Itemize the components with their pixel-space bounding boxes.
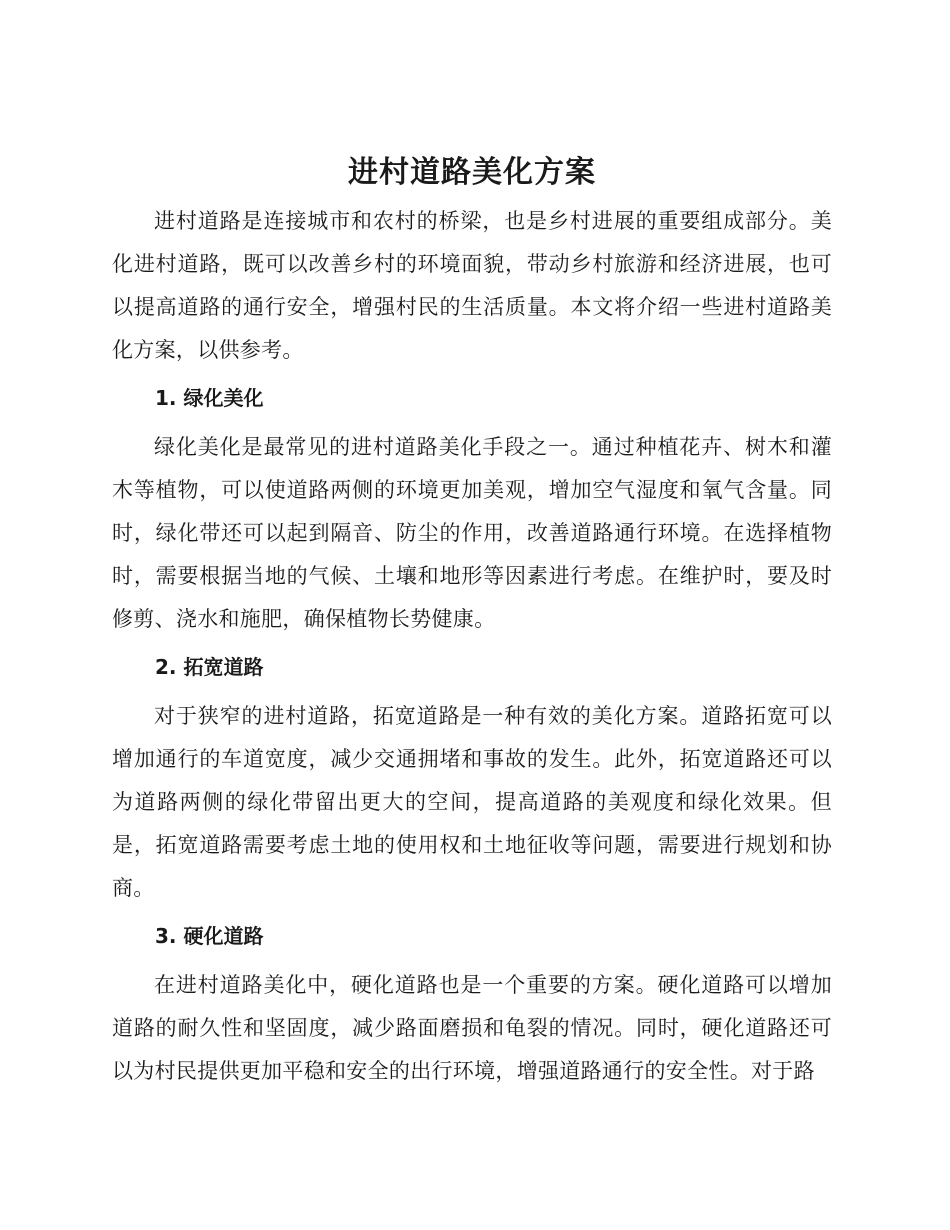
section-heading: 2. 拓宽道路 xyxy=(155,655,264,679)
section-body: 对于狭窄的进村道路，拓宽道路是一种有效的美化方案。道路拓宽可以增加通行的车道宽度，减少交通拥堵和事故的发生。此外，拓宽道路还可以为道路两侧的绿化带留出更大的空间，提高道路的美观度和绿化效果。但是，拓宽道路需要考虑土地的使用权和土地征收等问题，需要进行规划和协商。 xyxy=(112,704,832,900)
section-heading: 3. 硬化道路 xyxy=(155,924,264,948)
section-body: 在进村道路美化中，硬化道路也是一个重要的方案。硬化道路可以增加道路的耐久性和坚固度，减少路面磨损和龟裂的情况。同时，硬化道路还可以为村民提供更加平稳和安全的出行环境，增强道路通行的安全性。对于路 xyxy=(112,973,832,1083)
section-body: 绿化美化是最常见的进村道路美化手段之一。通过种植花卉、树木和灌木等植物，可以使道路两侧的环境更加美观，增加空气湿度和氧气含量。同时，绿化带还可以起到隔音、防尘的作用，改善道路通行环境。在选择植物时，需要根据当地的气候、土壤和地形等因素进行考虑。在维护时，要及时修剪、浇水和施肥，确保植物长势健康。 xyxy=(112,435,832,631)
document-page xyxy=(112,148,832,1093)
section-hardening xyxy=(112,922,832,1093)
section-widening xyxy=(112,653,832,910)
intro-paragraph: 进村道路是连接城市和农村的桥梁，也是乡村进展的重要组成部分。美化进村道路，既可以改善乡村的环境面貌，带动乡村旅游和经济进展，也可以提高道路的通行安全，增强村民的生活质量。本文将介绍一些进村道路美化方案，以供参考。 xyxy=(112,209,832,362)
document-title: 进村道路美化方案 xyxy=(348,155,596,190)
section-heading: 1. 绿化美化 xyxy=(155,386,264,410)
section-greening xyxy=(112,384,832,641)
